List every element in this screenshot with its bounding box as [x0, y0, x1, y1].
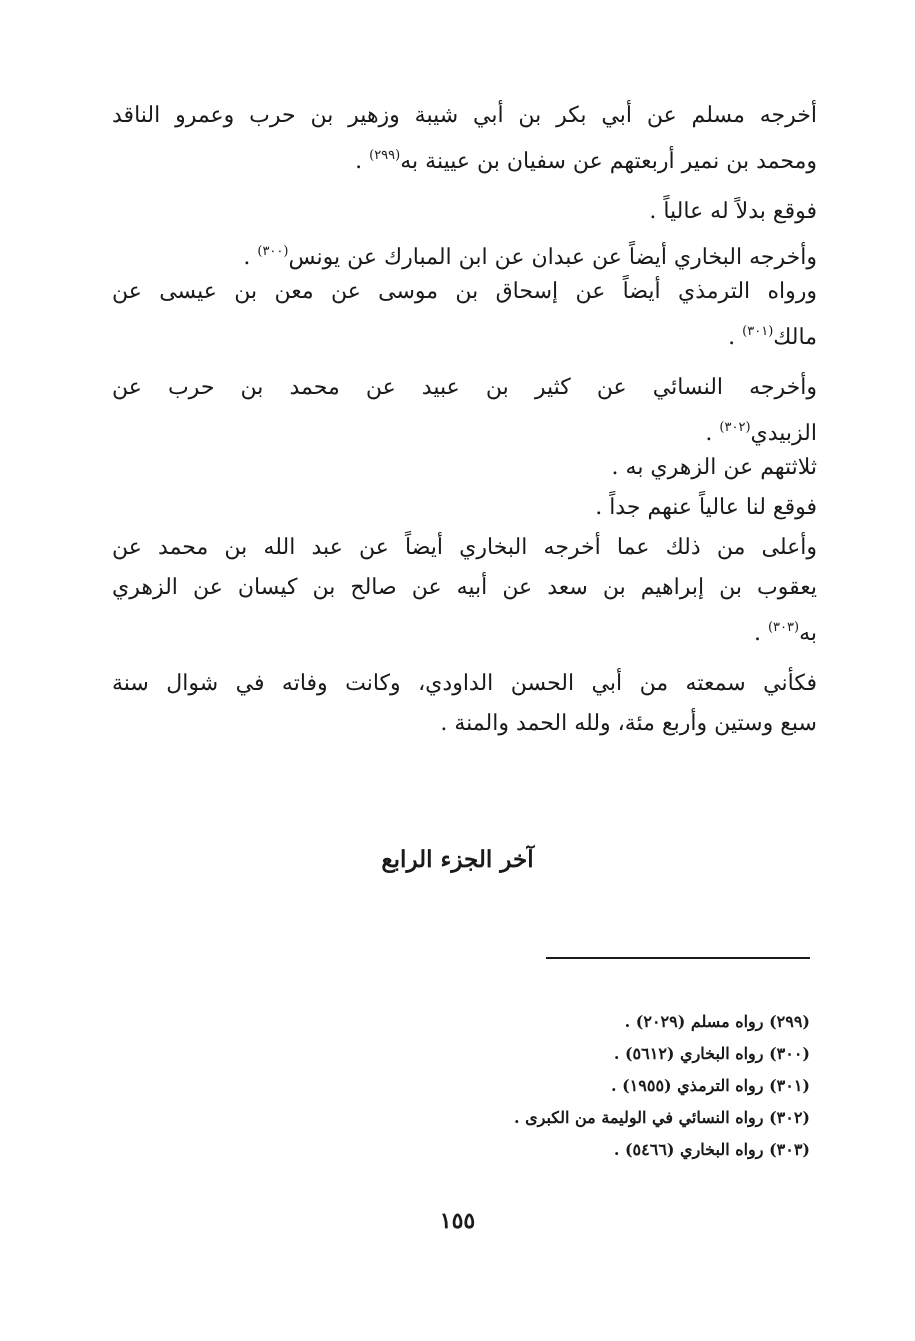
footnote-303: (٣٠٣) رواه البخاري (٥٤٦٦) . [613, 1140, 810, 1159]
text-line [112, 664, 817, 704]
line-text: سبع وستين وأربع مئة، ولله الحمد والمنة . [440, 711, 817, 736]
footnote-302: (٣٠٢) رواه النسائي في الوليمة من الكبرى . [513, 1108, 810, 1127]
footnote-ref-301[interactable]: (٣٠١) [742, 324, 774, 339]
line-text: يعقوب بن إبراهيم بن سعد عن أبيه عن صالح بن كيسان عن الزهري [112, 575, 817, 600]
period: . [243, 245, 258, 270]
line-text: فكأني سمعته من أبي الحسن الداودي، وكانت وفاته في شوال سنة [112, 671, 817, 696]
period: . [705, 421, 720, 446]
period: . [355, 149, 370, 174]
line-text: أخرجه مسلم عن أبي بكر بن أبي شيبة وزهير بن حرب وعمرو الناقد [112, 103, 817, 128]
paragraph-gap [112, 176, 817, 192]
text-line [112, 704, 817, 744]
period: . [753, 621, 768, 646]
footnote-divider [546, 957, 810, 959]
text-line [112, 448, 817, 488]
footnote-301: (٣٠١) رواه الترمذي (١٩٥٥) . [610, 1076, 810, 1095]
footnote-ref-302[interactable]: (٣٠٢) [719, 420, 751, 435]
line-text: به [799, 621, 817, 646]
line-text: فوقع بدلاً له عالياً . [649, 199, 817, 224]
text-line [112, 272, 817, 312]
text-line [112, 608, 817, 648]
text-line [112, 136, 817, 176]
line-text: ثلاثتهم عن الزهري به . [611, 455, 817, 480]
text-line [112, 192, 817, 232]
line-text: وأخرجه البخاري أيضاً عن عبدان عن ابن المبارك عن يونس [288, 245, 817, 270]
footnote-ref-300[interactable]: (٣٠٠) [257, 244, 289, 259]
footnote-299: (٢٩٩) رواه مسلم (٢٠٢٩) . [624, 1012, 810, 1031]
footnote-ref-299[interactable]: (٢٩٩) [369, 148, 401, 163]
footnotes [400, 1006, 810, 1166]
paragraph-gap [112, 648, 817, 664]
line-text: وأعلى من ذلك عما أخرجه البخاري أيضاً عن عبد الله بن محمد عن [112, 535, 817, 560]
paragraph-gap [112, 352, 817, 368]
page-number: ١٥٥ [439, 1208, 476, 1234]
text-line [112, 568, 817, 608]
footnote-ref-303[interactable]: (٣٠٣) [767, 620, 800, 635]
text-line [112, 488, 817, 528]
period: . [728, 325, 743, 350]
text-line [112, 312, 817, 352]
main-text [112, 96, 817, 744]
text-line [112, 96, 817, 136]
line-text: مالك [773, 325, 817, 350]
text-line [112, 232, 817, 272]
footnote-300: (٣٠٠) رواه البخاري (٥٦١٢) . [613, 1044, 810, 1063]
text-line [112, 368, 817, 408]
line-text: فوقع لنا عالياً عنهم جداً . [595, 495, 817, 520]
line-text: ومحمد بن نمير أربعتهم عن سفيان بن عيينة به [400, 149, 817, 174]
section-end-heading: آخر الجزء الرابع [381, 846, 534, 873]
text-line [112, 408, 817, 448]
line-text: الزبيدي [750, 421, 817, 446]
line-text: وأخرجه النسائي عن كثير بن عبيد عن محمد بن حرب عن [112, 375, 817, 400]
text-line [112, 528, 817, 568]
line-text: ورواه الترمذي أيضاً عن إسحاق بن موسى عن معن بن عيسى عن [112, 279, 817, 304]
